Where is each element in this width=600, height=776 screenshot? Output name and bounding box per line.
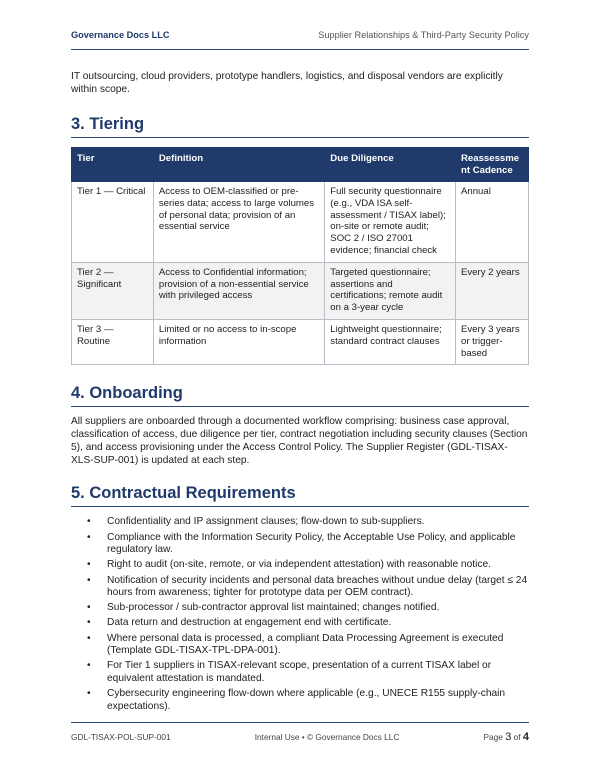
list-item: • Data return and destruction at engagement end with certificate.	[87, 617, 529, 630]
tiering-table	[71, 147, 529, 365]
column-header-tier: Tier	[72, 148, 154, 182]
page-number	[483, 731, 529, 743]
section-3-heading: 3. Tiering	[71, 115, 529, 138]
cell-tier: Tier 3 — Routine	[72, 319, 154, 364]
footer-document-id: GDL-TISAX-POL-SUP-001	[71, 732, 171, 742]
list-item: • Compliance with the Information Security Policy, the Acceptable Use Policy, and applicable regulatory law.	[87, 532, 529, 557]
footer-classification: Internal Use • © Governance Docs LLC	[254, 732, 400, 742]
list-item: • Sub-processor / sub-contractor approval list maintained; changes notified.	[87, 602, 529, 615]
cell-cadence: Every 2 years	[455, 262, 528, 319]
list-item: • For Tier 1 suppliers in TISAX-relevant scope, presentation of a current TISAX label or equivalent attestation is mandated.	[87, 660, 529, 685]
page-word: Page	[483, 732, 503, 742]
intro-paragraph: IT outsourcing, cloud providers, prototype handlers, logistics, and disposal vendors are explicitly within scope.	[71, 71, 503, 95]
table-row	[72, 262, 529, 319]
cell-due-diligence: Targeted questionnaire; assertions and certifications; remote audit on a 3-year cycle	[325, 262, 456, 319]
page-of: of	[513, 732, 521, 742]
list-item: • Cybersecurity engineering flow-down where applicable (e.g., UNECE R155 supply-chain expectations).	[87, 688, 529, 713]
cell-due-diligence: Full security questionnaire (e.g., VDA ISA self-assessment / TISAX label); on-site or remote audit; SOC 2 / ISO 27001 evidence; financial check	[325, 182, 456, 263]
cell-due-diligence: Lightweight questionnaire; standard contract clauses	[325, 319, 456, 364]
cell-definition: Limited or no access to in-scope information	[153, 319, 324, 364]
cell-tier: Tier 2 — Significant	[72, 262, 154, 319]
contractual-requirements-list	[87, 516, 529, 713]
page-content	[71, 70, 529, 716]
header-org-name: Governance Docs LLC	[71, 30, 170, 40]
column-header-cadence: Reassessme nt Cadence	[455, 148, 528, 182]
cell-tier: Tier 1 — Critical	[72, 182, 154, 263]
table-row	[72, 182, 529, 263]
cell-definition: Access to OEM-classified or pre-series data; access to large volumes of personal data; provision of an essential service	[153, 182, 324, 263]
table-row	[72, 319, 529, 364]
page-current: 3	[505, 731, 512, 743]
page-header	[71, 30, 529, 50]
table-header-row	[72, 148, 529, 182]
list-item: • Confidentiality and IP assignment clauses; flow-down to sub-suppliers.	[87, 516, 529, 529]
page-footer	[71, 722, 529, 746]
cell-cadence: Annual	[455, 182, 528, 263]
cell-definition: Access to Confidential information; provision of a non-essential service with privileged access	[153, 262, 324, 319]
page-total: 4	[522, 731, 529, 743]
cell-cadence: Every 3 years or trigger-based	[455, 319, 528, 364]
list-item: • Right to audit (on-site, remote, or via independent attestation) with reasonable notice.	[87, 559, 529, 572]
section-5-heading: 5. Contractual Requirements	[71, 484, 529, 507]
list-item: • Where personal data is processed, a compliant Data Processing Agreement is executed (Template GDL-TISAX-TPL-DPA-001).	[87, 633, 529, 658]
header-document-title: Supplier Relationships & Third-Party Security Policy	[318, 30, 529, 40]
column-header-definition: Definition	[153, 148, 324, 182]
onboarding-paragraph: All suppliers are onboarded through a documented workflow comprising: business case approval, classification of access, due diligence per tier, contract negotiation including security clauses (Section 5), and access provisioning under the Access Control Policy. The Supplier Register (GDL-TISAX-XLS-SUP-001) is updated at each step.	[71, 416, 528, 467]
list-item: • Notification of security incidents and personal data breaches without undue delay (target ≤ 24 hours from awareness; tighter for prototype data per OEM contract).	[87, 575, 529, 600]
column-header-due-diligence: Due Diligence	[325, 148, 456, 182]
section-4-heading: 4. Onboarding	[71, 384, 529, 407]
